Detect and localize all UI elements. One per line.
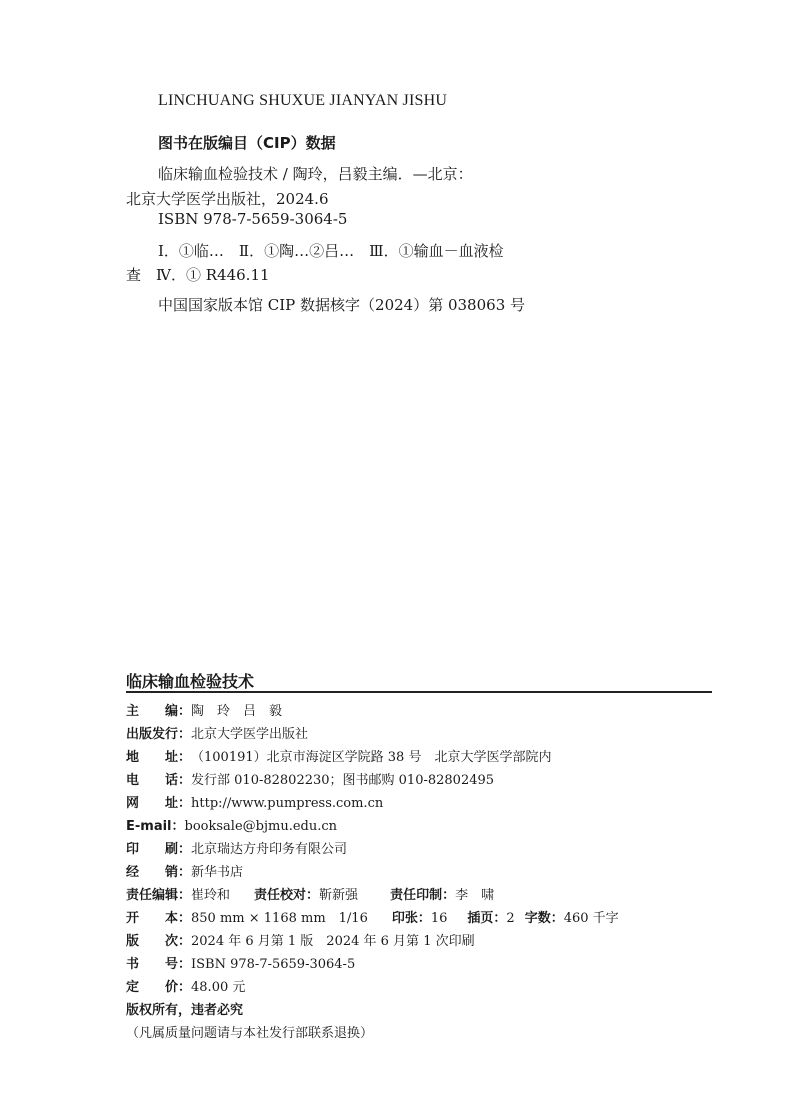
responsible-editor-label: 责任编辑：	[126, 888, 192, 903]
editor-label: 主 编：	[126, 704, 192, 719]
printer-label: 印 刷：	[126, 842, 192, 857]
isbn-value: ISBN 978-7-5659-3064-5	[191, 957, 356, 972]
info-row-distributor	[126, 861, 243, 880]
publisher-value: 北京大学医学出版社	[191, 727, 309, 742]
cip-line-2: 北京大学医学出版社，2024.6	[126, 190, 329, 208]
responsible-editor-value: 崔玲和	[191, 888, 231, 903]
cip-line-5: 查 Ⅳ．① R446.11	[126, 266, 270, 284]
sheets-label: 印张：	[391, 911, 431, 926]
info-row-edition	[126, 930, 475, 949]
info-row-publisher	[126, 723, 308, 742]
info-row-email	[126, 815, 337, 834]
format-label: 开 本：	[126, 911, 192, 926]
book-title: 临床输血检验技术	[126, 672, 255, 691]
info-row-editors	[126, 884, 494, 903]
website-label: 网 址：	[126, 796, 192, 811]
edition-label: 版 次：	[126, 934, 192, 949]
cip-line-4: Ⅰ．①临… Ⅱ．①陶…②吕… Ⅲ．①输血－血液检	[158, 242, 504, 260]
words-value: 460 千字	[563, 911, 619, 926]
isbn-label: 书 号：	[126, 957, 192, 972]
cip-line-1: 临床输血检验技术 / 陶玲，吕毅主编．—北京：	[158, 165, 473, 183]
edition-value: 2024 年 6 月第 1 版 2024 年 6 月第 1 次印刷	[191, 934, 475, 949]
info-row-printer	[126, 838, 347, 857]
sheets-value: 16	[430, 911, 448, 926]
plates-value: 2	[506, 911, 515, 926]
distributor-label: 经 销：	[126, 865, 192, 880]
price-label: 定 价：	[126, 980, 192, 995]
phone-label: 电 话：	[126, 773, 192, 788]
price-value: 48.00 元	[191, 980, 246, 995]
proofreader-value: 靳新强	[319, 888, 359, 903]
cip-line-3: ISBN 978-7-5659-3064-5	[158, 210, 348, 228]
email-label: E-mail：	[126, 819, 185, 834]
words-label: 字数：	[524, 911, 564, 926]
print-supervisor-label: 责任印制：	[390, 888, 456, 903]
pinyin-title: LINCHUANG SHUXUE JIANYAN JISHU	[158, 92, 448, 109]
divider-rule	[126, 691, 712, 693]
info-row-isbn	[126, 953, 355, 972]
info-row-editor	[126, 700, 282, 719]
website-value: http://www.pumpress.com.cn	[191, 796, 384, 811]
copyright-notice: 版权所有，违者必究	[126, 1003, 244, 1018]
publisher-label: 出版发行：	[126, 727, 192, 742]
info-row-price	[126, 976, 245, 995]
info-row-phone	[126, 769, 494, 788]
distributor-value: 新华书店	[191, 865, 244, 880]
editor-value: 陶 玲 吕 毅	[191, 704, 283, 719]
cip-heading: 图书在版编目（CIP）数据	[158, 134, 336, 152]
format-value: 850 mm × 1168 mm 1/16	[191, 911, 368, 926]
info-row-website	[126, 792, 383, 811]
cip-line-6: 中国国家版本馆 CIP 数据核字（2024）第 038063 号	[158, 296, 526, 314]
info-row-format	[126, 907, 619, 926]
proofreader-label: 责任校对：	[254, 888, 320, 903]
phone-value: 发行部 010-82802230；图书邮购 010-82802495	[191, 773, 495, 788]
plates-label: 插页：	[467, 911, 507, 926]
address-label: 地 址：	[126, 750, 192, 765]
email-value: booksale@bjmu.edu.cn	[184, 819, 337, 834]
quality-notice: （凡属质量问题请与本社发行部联系退换）	[126, 1026, 374, 1041]
info-row-address	[126, 746, 551, 765]
print-supervisor-value: 李 啸	[455, 888, 495, 903]
printer-value: 北京瑞达方舟印务有限公司	[191, 842, 348, 857]
address-value: （100191）北京市海淀区学院路 38 号 北京大学医学部院内	[191, 750, 552, 765]
